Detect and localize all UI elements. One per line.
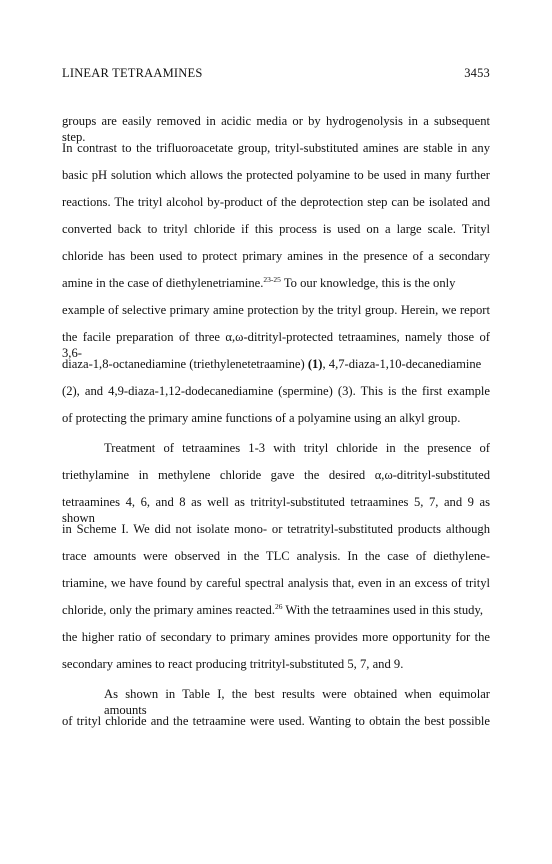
body-line-19: [62, 602, 490, 618]
citation-26: 26: [274, 602, 283, 611]
body-line-15: tetraamines 4, 6, and 8 as well as tritrityl-substituted tetraamines 5, 7, and 9 as shown: [62, 495, 490, 525]
compound-1-label: (1): [307, 357, 323, 371]
line-7-text-b: To our knowledge, this is the only: [280, 276, 456, 290]
body-line-17: trace amounts were observed in the TLC analysis. In the case of diethylene-: [62, 549, 490, 563]
body-line-22: As shown in Table I, the best results were obtained when equimolar amounts: [104, 687, 490, 717]
line-7-text-a: amine in the case of diethylenetriamine.: [62, 276, 264, 290]
body-line-3: basic pH solution which allows the protected polyamine to be used in many further: [62, 168, 490, 182]
body-line-2: In contrast to the trifluoroacetate group, trityl-substituted amines are stable in any: [62, 141, 490, 155]
body-line-18: triamine, we have found by careful spectral analysis that, even in an excess of trityl: [62, 576, 490, 590]
body-line-10: [62, 356, 490, 372]
body-line-23: of trityl chloride and the tetraamine were used. Wanting to obtain the best possible: [62, 714, 490, 728]
line-19-text-a: chloride, only the primary amines reacted.: [62, 603, 275, 617]
body-line-16: in Scheme I. We did not isolate mono- or tetratrityl-substituted products although: [62, 522, 490, 536]
body-line-1: groups are easily removed in acidic media or by hydrogenolysis in a subsequent step.: [62, 114, 490, 144]
body-line-5: converted back to trityl chloride if this process is used on a large scale. Trityl: [62, 222, 490, 236]
page-number: 3453: [464, 66, 490, 80]
body-line-7: [62, 275, 490, 291]
body-line-8: example of selective primary amine protection by the trityl group. Herein, we report: [62, 303, 490, 317]
body-line-12: of protecting the primary amine functions of a polyamine using an alkyl group.: [62, 411, 461, 425]
body-line-13: Treatment of tetraamines 1-3 with trityl chloride in the presence of: [104, 441, 490, 455]
body-line-14: triethylamine in methylene chloride gave the desired α,ω-ditrityl-substituted: [62, 468, 490, 482]
body-line-11: (2), and 4,9-diaza-1,12-dodecanediamine (spermine) (3). This is the first example: [62, 384, 490, 398]
running-title: LINEAR TETRAAMINES: [62, 66, 203, 80]
body-line-21: secondary amines to react producing tritrityl-substituted 5, 7, and 9.: [62, 657, 404, 671]
body-line-20: the higher ratio of secondary to primary amines provides more opportunity for the: [62, 630, 490, 644]
body-line-6: chloride has been used to protect primary amines in the presence of a secondary: [62, 249, 490, 263]
citation-23-25: 23-25: [263, 275, 281, 284]
line-10-text-a: diaza-1,8-octanediamine (triethylenetetraamine): [62, 357, 308, 371]
line-19-text-b: With the tetraamines used in this study,: [282, 603, 484, 617]
body-line-9: the facile preparation of three α,ω-ditrityl-protected tetraamines, namely those of 3,6-: [62, 330, 490, 360]
body-line-4: reactions. The trityl alcohol by-product of the deprotection step can be isolated and: [62, 195, 490, 209]
line-10-text-b: , 4,7-diaza-1,10-decanediamine: [322, 357, 482, 371]
